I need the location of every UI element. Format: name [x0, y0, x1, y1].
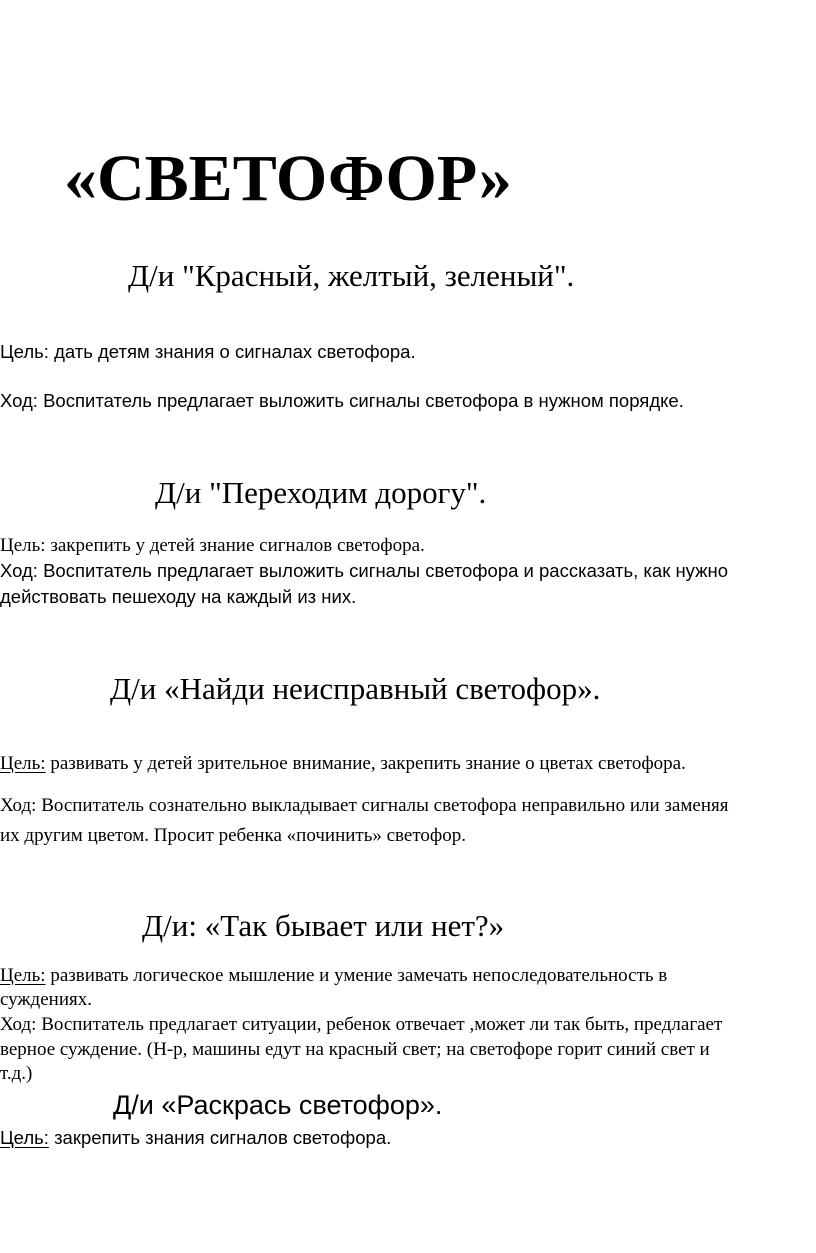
game-2-course-line-1: [0, 562, 728, 581]
course-text: Воспитатель предлагает выложить сигналы светофора в нужном порядке.: [37, 390, 684, 411]
game-1-course: [0, 392, 684, 411]
course-text: Воспитатель предлагает выложить сигналы светофора и рассказать, как нужно: [37, 560, 728, 581]
course-label: Ход:: [0, 390, 38, 411]
course-text: Воспитатель предлагает ситуации, ребенок отвечает ,может ли так быть, предлагает: [36, 1014, 723, 1035]
goal-label: Цель:: [0, 965, 46, 986]
game-5-heading: Д/и «Раскрась светофор».: [113, 1090, 443, 1120]
game-3-course-line-1: [0, 796, 728, 815]
game-4-goal-line-2: суждениях.: [0, 989, 92, 1010]
game-1-goal: [0, 343, 416, 362]
game-2-goal: [0, 536, 425, 555]
goal-text: развивать у детей зрительное внимание, закрепить знание о цветах светофора.: [45, 753, 686, 774]
goal-text: развивать логическое мышление и умение замечать непоследовательность в: [45, 965, 668, 986]
game-2-course-line-2: действовать пешеходу на каждый из них.: [0, 586, 357, 607]
game-3-course-line-2: их другим цветом. Просит ребенка «починить» светофор.: [0, 825, 466, 846]
game-3-goal: [0, 754, 686, 773]
game-2-heading: Д/и "Переходим дорогу".: [155, 475, 487, 510]
game-4-course-line-1: [0, 1015, 722, 1034]
goal-text: закрепить у детей знание сигналов светофора.: [45, 535, 425, 556]
course-label: Ход:: [0, 560, 38, 581]
goal-label: Цель:: [0, 753, 46, 774]
game-1-heading: Д/и "Красный, желтый, зеленый".: [128, 258, 575, 293]
course-text: Воспитатель сознательно выкладывает сигналы светофора неправильно или заменяя: [36, 795, 729, 816]
goal-label: Цель:: [0, 341, 49, 362]
game-4-heading: Д/и: «Так бывает или нет?»: [142, 908, 505, 943]
game-4-course-line-2: верное суждение. (Н-р, машины едут на красный свет; на светофоре горит синий свет и: [0, 1039, 710, 1060]
game-4-goal-line-1: [0, 966, 667, 985]
game-3-heading: Д/и «Найди неисправный светофор».: [110, 671, 601, 706]
course-label: Ход:: [0, 1014, 37, 1035]
goal-label: Цель:: [0, 1127, 49, 1148]
page-title: «СВЕТОФОР»: [64, 142, 512, 215]
course-label: Ход:: [0, 795, 37, 816]
game-5-goal: [0, 1129, 391, 1148]
goal-text: закрепить знания сигналов светофора.: [48, 1127, 392, 1148]
goal-label: Цель:: [0, 535, 46, 556]
goal-text: дать детям знания о сигналах светофора.: [48, 341, 416, 362]
game-4-course-line-3: т.д.): [0, 1063, 33, 1084]
